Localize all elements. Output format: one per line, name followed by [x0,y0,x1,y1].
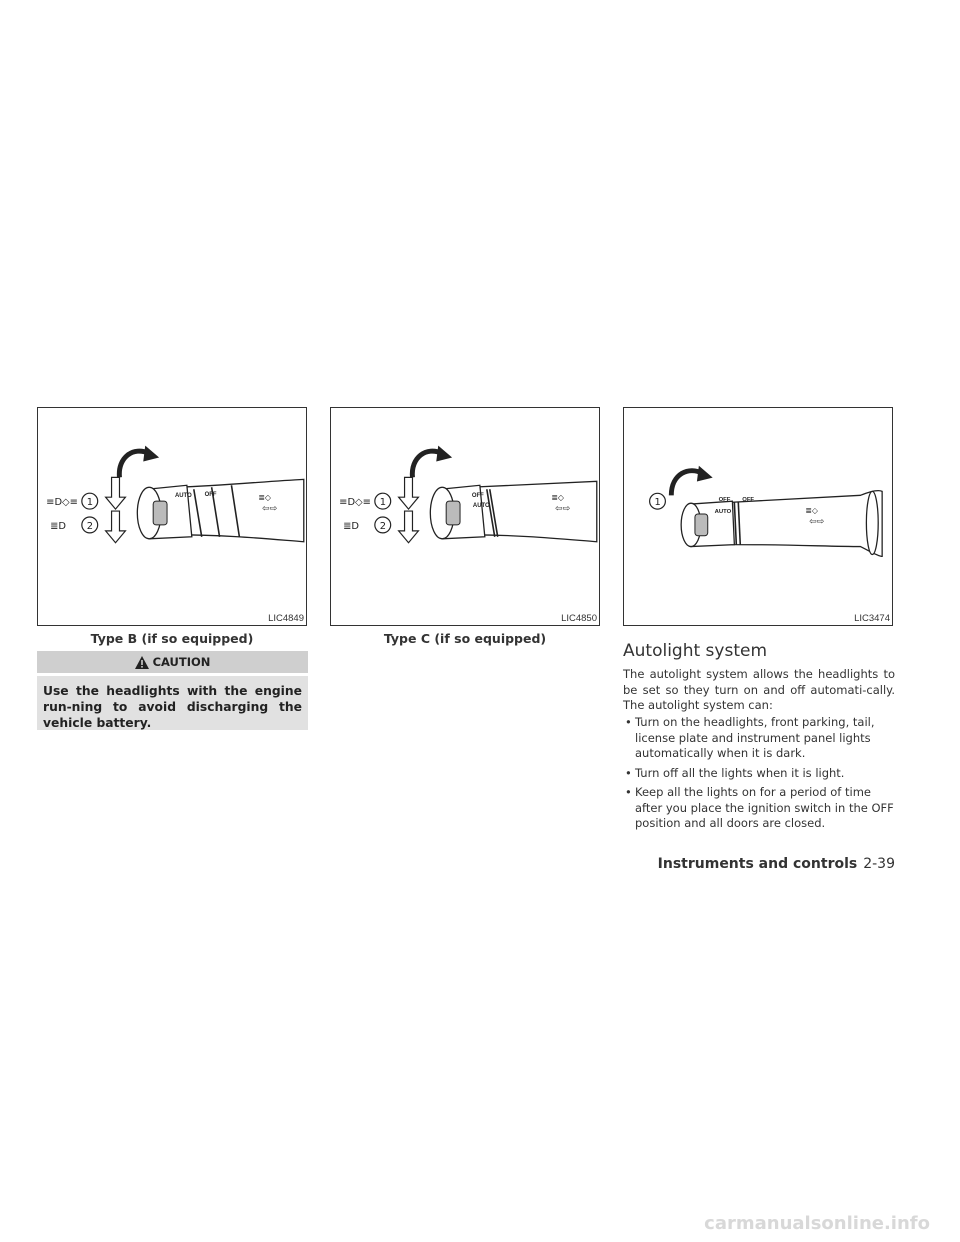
high-beam-icon: ≣D [343,520,360,532]
caution-text: Use the headlights with the engine run-ning to avoid discharging the vehicle battery. [37,676,308,730]
svg-text:1: 1 [379,497,387,509]
headlight-switch-illustration [38,408,306,625]
figure-code: LIC4849 [268,613,304,624]
list-item: • Turn off all the lights when it is light. [623,766,895,782]
off-position-label: OFF [471,493,484,500]
figure-type-c [330,407,600,626]
figure-autolight [623,407,893,626]
autolight-functions-list [623,715,895,836]
section-title: Autolight system [623,641,768,661]
figure-type-b [37,407,307,626]
low-beam-icon: ≡D◇≡ [46,497,78,509]
off-position-label: OFF [204,492,217,499]
high-beam-icon: ≣D [50,520,67,532]
off-position-label: OFF [718,497,731,504]
list-item: • Keep all the lights on for a period of time after you place the ignition switch in the OFF position and all doors are closed. [623,785,895,832]
svg-text:⇦⇨: ⇦⇨ [262,504,278,515]
autolight-switch-illustration [624,408,892,625]
auto-position-label: AUTO [174,493,192,500]
page-number: 2-39 [863,856,895,872]
auto-position-label: AUTO [472,503,490,510]
svg-text:⇦⇨: ⇦⇨ [809,516,825,527]
page-footer [658,856,895,872]
caution-heading: CAUTION [37,651,308,673]
svg-text:2: 2 [86,520,94,532]
figure-caption: Type B (if so equipped) [90,631,254,646]
warning-icon [135,656,149,669]
low-beam-icon: ≡D◇≡ [339,497,371,509]
svg-text:1: 1 [654,497,661,509]
svg-text:1: 1 [86,497,94,509]
headlight-switch-illustration [331,408,599,625]
auto-position-label: AUTO [714,509,732,516]
footer-section: Instruments and controls [657,856,858,872]
svg-text:≣◇: ≣◇ [258,493,271,503]
section-intro: The autolight system allows the headlights to be set so they turn on and off automati-cally. The autolight system can: [623,667,895,712]
svg-text:2: 2 [379,520,387,532]
off-position-label: OFF [742,497,755,504]
figure-code: LIC3474 [854,613,890,624]
list-item: • Turn on the headlights, front parking, tail, license plate and instrument panel lights automatically when it is dark. [623,715,895,762]
svg-text:⇦⇨: ⇦⇨ [555,504,571,515]
watermark: carmanualsonline.info [704,1212,930,1234]
svg-text:≣◇: ≣◇ [805,506,818,516]
figure-caption: Type C (if so equipped) [383,631,547,646]
figure-code: LIC4850 [561,613,597,624]
svg-text:≣◇: ≣◇ [551,493,564,503]
